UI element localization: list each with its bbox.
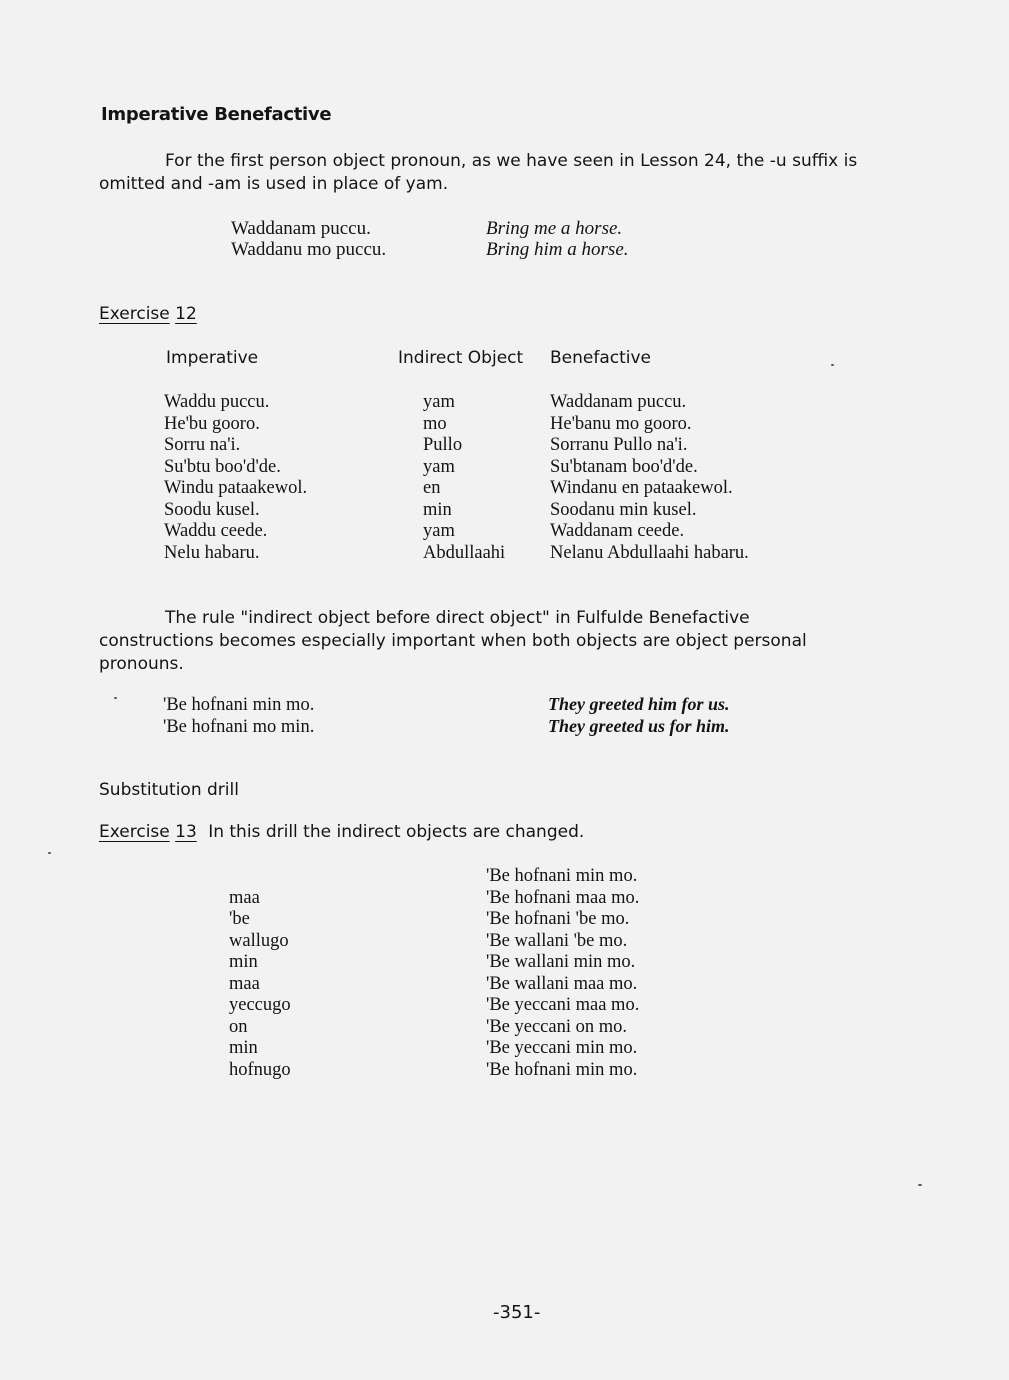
scan-speck <box>831 364 834 366</box>
benefactive-cell: He'banu mo gooro. <box>550 413 692 434</box>
imperative-cell: Waddu ceede. <box>164 521 268 541</box>
drill-sentence: 'Be hofnani maa mo. <box>486 887 640 908</box>
greeting-english-2: They greeted us for him. <box>548 716 730 736</box>
substitution-drill-heading: Substitution drill <box>99 780 239 800</box>
drill-sentence: 'Be wallani maa mo. <box>486 973 638 994</box>
page-number: -351- <box>493 1302 541 1323</box>
drill-cue: wallugo <box>229 930 289 951</box>
indirect-object-cell: mo <box>423 413 447 434</box>
scan-speck <box>114 697 117 699</box>
drill-cue: maa <box>229 887 260 908</box>
drill-sentence: 'Be yeccani maa mo. <box>486 995 640 1015</box>
intro-line-1: For the first person object pronoun, as we have seen in Lesson 24, the -u suffix is <box>165 151 858 171</box>
exercise-12-number: 12 <box>175 304 197 324</box>
indirect-object-cell: Pullo <box>423 435 463 455</box>
exercise-12-title <box>99 304 197 324</box>
rule-paragraph <box>99 607 899 676</box>
benefactive-cell: Su'btanam boo'd'de. <box>550 456 698 477</box>
benefactive-cell: Nelanu Abdullaahi habaru. <box>550 542 749 563</box>
benefactive-cell: Waddanam puccu. <box>550 392 687 412</box>
indirect-object-cell: Abdullaahi <box>423 542 506 563</box>
rule-line-1: The rule "indirect object before direct object" in Fulfulde Benefactive <box>165 608 750 628</box>
drill-cue: hofnugo <box>229 1059 291 1080</box>
rule-line-2: constructions becomes especially important when both objects are object personal <box>99 631 807 651</box>
drill-sentence: 'Be hofnani min mo. <box>486 1059 638 1080</box>
example-fulfulde-1: Waddanam puccu. <box>231 218 371 239</box>
imperative-cell: Su'btu boo'd'de. <box>164 456 281 477</box>
example-english-2: Bring him a horse. <box>486 239 629 260</box>
indirect-object-cell: en <box>423 478 441 498</box>
benefactive-cell: Waddanam ceede. <box>550 521 685 541</box>
drill-cue: 'be <box>229 909 250 929</box>
imperative-cell: Nelu habaru. <box>164 542 260 563</box>
scan-speck <box>918 1184 922 1186</box>
drill-sentence: 'Be hofnani 'be mo. <box>486 909 630 929</box>
drill-sentence: 'Be wallani min mo. <box>486 952 636 972</box>
benefactive-cell: Sorranu Pullo na'i. <box>550 435 688 455</box>
intro-line-2: omitted and -am is used in place of yam. <box>99 174 449 194</box>
drill-cue: min <box>229 1038 258 1058</box>
column-header-imperative: Imperative <box>166 348 259 368</box>
example-fulfulde-2: Waddanu mo puccu. <box>231 239 387 260</box>
benefactive-cell: Soodanu min kusel. <box>550 499 697 520</box>
imperative-cell: Windu pataakewol. <box>164 478 308 498</box>
drill-cue: yeccugo <box>229 995 291 1015</box>
imperative-cell: Sorru na'i. <box>164 435 241 455</box>
imperative-cell: He'bu gooro. <box>164 413 260 434</box>
imperative-cell: Soodu kusel. <box>164 499 260 520</box>
rule-line-3: pronouns. <box>99 654 184 674</box>
section-heading: Imperative Benefactive <box>101 104 332 125</box>
exercise-13-instruction: In this drill the indirect objects are changed. <box>208 822 585 842</box>
drill-cue: maa <box>229 973 260 994</box>
greeting-fulfulde-2: 'Be hofnani mo min. <box>163 717 315 737</box>
indirect-object-cell: yam <box>423 456 455 477</box>
exercise-13-label: Exercise <box>99 822 170 842</box>
example-english-1: Bring me a horse. <box>486 218 623 239</box>
column-header-benefactive: Benefactive <box>550 348 652 368</box>
indirect-object-cell: yam <box>423 521 455 541</box>
exercise-13-number: 13 <box>175 822 197 842</box>
greeting-english-1: They greeted him for us. <box>548 694 730 714</box>
exercise-13-title <box>99 822 584 842</box>
indirect-object-cell: yam <box>423 392 455 412</box>
drill-first-sentence: 'Be hofnani min mo. <box>486 866 638 886</box>
drill-cue: min <box>229 952 258 972</box>
exercise-12-label: Exercise <box>99 304 170 324</box>
benefactive-cell: Windanu en pataakewol. <box>550 478 733 498</box>
imperative-cell: Waddu puccu. <box>164 392 270 412</box>
drill-cue: on <box>229 1016 248 1037</box>
scan-speck <box>48 852 51 854</box>
drill-sentence: 'Be yeccani min mo. <box>486 1038 638 1058</box>
column-header-indirect-object: Indirect Object <box>398 348 524 368</box>
drill-sentence: 'Be yeccani on mo. <box>486 1016 628 1037</box>
greeting-fulfulde-1: 'Be hofnani min mo. <box>163 695 315 715</box>
indirect-object-cell: min <box>423 499 452 520</box>
drill-sentence: 'Be wallani 'be mo. <box>486 930 628 951</box>
intro-paragraph <box>99 150 929 196</box>
